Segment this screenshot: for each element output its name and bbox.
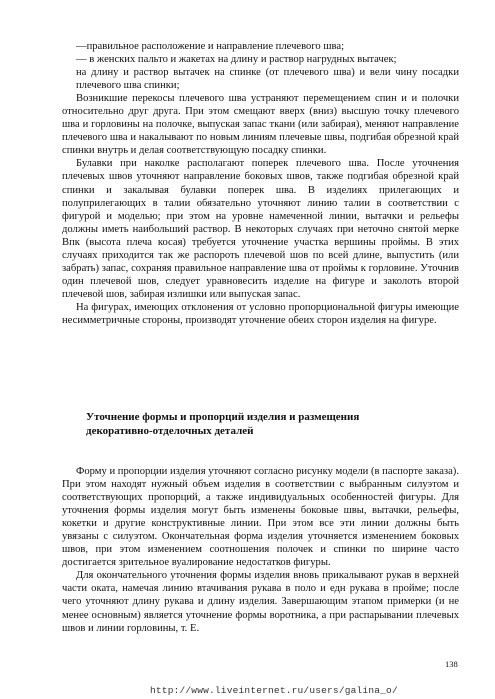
paragraph: на длину и раствор вытачек на спинке (от плечевого шва) и вели чину посадки плечевого шва спинки; bbox=[76, 67, 459, 92]
text-block-upper bbox=[62, 40, 459, 327]
paragraph: На фигурах, имеющих отклонения от условно пропорциональной фигуры имеющие несимметричные стороны, производят уточнение обеих сторон изделия на фигуре. bbox=[62, 301, 459, 326]
paragraph: Булавки при наколке располагают поперек плечевого шва. После уточнения плечевых швов уточняют направление боковых швов, также подгибая обрезной край спинки и закалывая булавки поперек шва. В изделиях прилегающих и полуприлегающих в талии обязательно уточняют линию талии в соответствии с фигурой и моделью; при этом на уровне намеченной линии, вытачки и рельефы должны иметь наибольший раствор. В некоторых случаях при неточно снятой мерке Впк (высота плеча косая) требуется уточнение участка вершины проймы. В этих случаях приходится так же распороть плечевой шов по всей длине, выпустить (или забрать) запас, сохраняя правильное направление шва от проймы к горловине. Уточнив один плечевой шов, следует уравновесить изделие на фигуре и заколоть второй плечевой шов, забирая излишки или выпуская запас. bbox=[62, 158, 459, 300]
section-title bbox=[86, 411, 456, 438]
paragraph: Для окончательного уточнения формы изделия вновь прикалывают рукав в верхней части оката, намечая линию втачивания рукава в поло и едн рукава в пройме; после чего уточняют длину рукава и длину изделия. Завершающим этапом примерки (и не менее основным) является уточнение формы воротника, а при распарывании плечевых швов и линии горловины, т. Е. bbox=[62, 570, 459, 634]
paragraph: — в женских пальто и жакетах на длину и раствор нагрудных вытачек; bbox=[76, 54, 397, 66]
source-watermark[interactable]: http://www.liveinternet.ru/users/galina_o/ bbox=[150, 685, 398, 696]
section-title-line-1: Уточнение формы и пропорций изделия и размещения bbox=[86, 411, 360, 423]
paragraph: —правильное расположение и направление плечевого шва; bbox=[76, 41, 345, 52]
paragraph: Возникшие перекосы плечевого шва устраняют перемещением спин и и полочки относительно друг друга. При этом смещают вверх (вниз) высшую точку плечевого шва и горловины на полочке, выпуская запас ткани (или забирая), меняют направление плечевого шва и накалывают по новым линиям плечевые швы, подгибая обрезной край спинки внутрь и делая соответствующую посадку спинки. bbox=[62, 93, 459, 157]
paragraph: Форму и пропорции изделия уточняют согласно рисунку модели (в паспорте заказа). При этом находят нужный объем изделия в соответствии с выбранным силуэтом и соответствующих пропорций, а также индивидуальных особенностей фигуры. Для уточнения формы изделия могут быть изменены боковые швы, вытачки, рельефы, кокетки и другие конструктивные линии. При этом все эти линии должны быть увязаны с силуэтом. Окончательная форма изделия уточняется изменением боковых швов, при этом изменением соотношения полочек и спинки по ширине часто достигается зрительное вуалирование недостатков фигуры. bbox=[62, 466, 459, 569]
text-block-lower bbox=[62, 465, 459, 635]
page-number: 138 bbox=[445, 659, 458, 669]
section-title-line-2: декоративно-отделочных деталей bbox=[86, 424, 254, 437]
